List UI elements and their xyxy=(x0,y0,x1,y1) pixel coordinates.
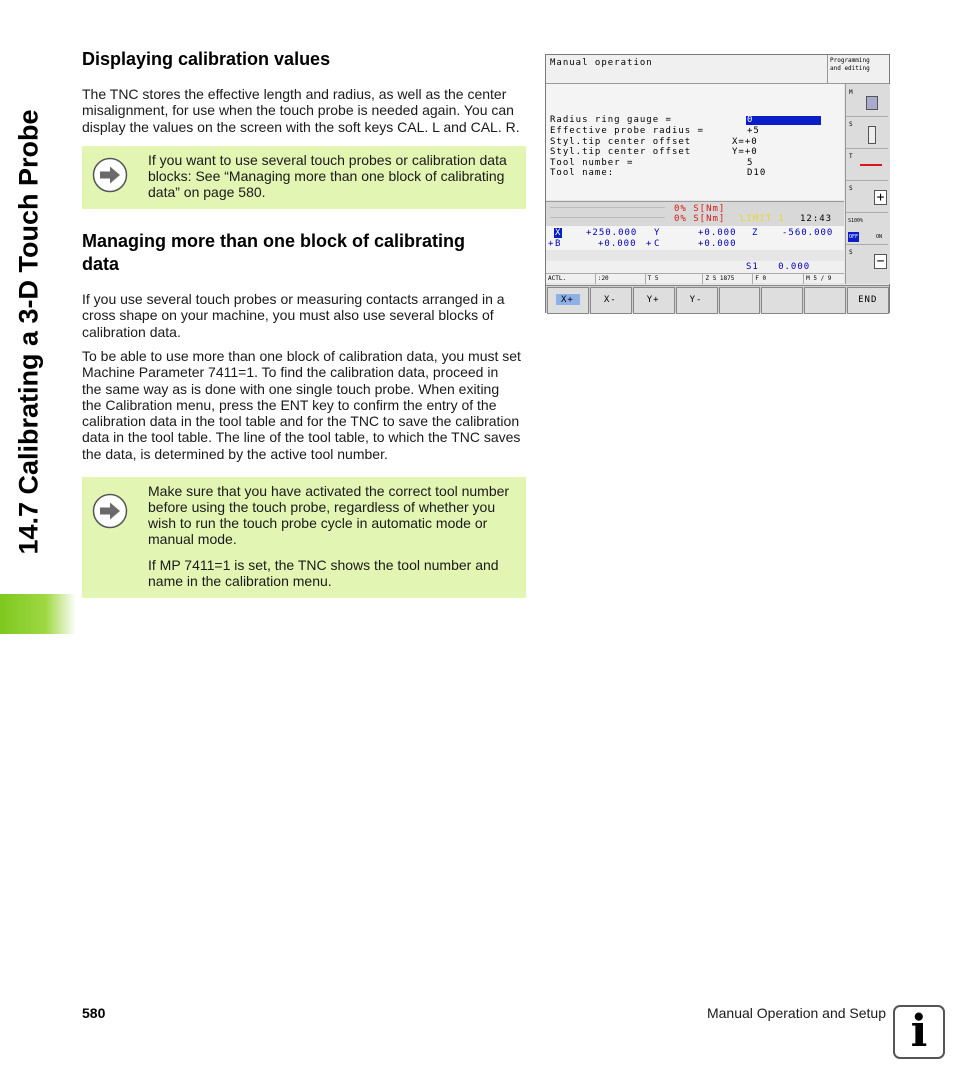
status-clock: 12:43 xyxy=(800,214,833,224)
axis-b-marker: + xyxy=(548,239,555,249)
text-line: To be able to use more than one block of calibration data, you must set xyxy=(82,348,521,364)
screen-row-value: 0 xyxy=(747,115,754,125)
note-text-a xyxy=(148,483,520,547)
text-line: display the values on the screen with the soft keys CAL. L and CAL. R. xyxy=(82,118,520,135)
axis-z-value: -560.000 xyxy=(782,228,834,238)
chapter-side-title-text: 14.7 Calibrating a 3-D Touch Probe xyxy=(13,109,44,555)
side-key-label: M xyxy=(849,89,854,96)
screen-row-label: Radius ring gauge = xyxy=(550,115,672,125)
arrow-right-icon xyxy=(92,493,128,529)
status-limit: LIMIT 1 xyxy=(740,214,785,224)
screen-mode-secondary[interactable] xyxy=(828,55,889,84)
heading-line: Managing more than one block of calibrating xyxy=(82,231,466,251)
screen-mode2-line: and editing xyxy=(830,65,870,72)
screen-calibration-area xyxy=(546,84,844,200)
info-cell: F 0 xyxy=(753,274,804,284)
screen-mode-bar xyxy=(546,55,828,84)
info-cells xyxy=(546,273,844,284)
text-line: Machine Parameter 7411=1. To find the calibration data, proceed in xyxy=(82,364,499,381)
side-key-s[interactable] xyxy=(846,118,888,149)
softkey-x-minus[interactable] xyxy=(590,287,632,314)
text-line: misalignment, for use when the touch probe is needed again. You can xyxy=(82,102,514,119)
screen-row-label: Tool name: xyxy=(550,168,615,178)
softkey-label: Y- xyxy=(689,295,703,305)
axis-y-value: +0.000 xyxy=(698,228,737,238)
screen-row-value: D10 xyxy=(747,168,767,178)
text-line: Make sure that you have activated the correct tool number xyxy=(148,483,510,499)
info-cell: ACTL. xyxy=(546,274,596,284)
screen-mode2-line: Programming xyxy=(830,57,870,64)
text-line: wish to run the touch probe cycle in automatic mode or xyxy=(148,515,488,531)
text-line: cross shape on your machine, you must also use several blocks of xyxy=(82,307,494,324)
softkey-label: X- xyxy=(603,295,617,305)
screen-info-line xyxy=(546,261,844,283)
probe-icon xyxy=(868,126,876,144)
note-box-multiple-probes xyxy=(82,146,526,209)
section-heading-managing xyxy=(82,230,465,276)
text-line: the Calibration menu, press the ENT key to confirm the entry of the xyxy=(82,396,497,413)
softkey-empty[interactable] xyxy=(719,287,761,314)
section1-body xyxy=(82,86,520,135)
softkey-label: END xyxy=(858,295,878,305)
screen-row-label: Tool number = xyxy=(550,158,634,168)
screen-row-label: Effective probe radius = xyxy=(550,126,705,136)
off-indicator: OFF xyxy=(849,234,859,240)
status-bar-track xyxy=(550,217,665,218)
text-line: the data, is determined by the active tool number. xyxy=(82,445,388,462)
minus-icon: − xyxy=(874,254,887,269)
axis-x-value: +250.000 xyxy=(586,228,638,238)
side-key-override[interactable] xyxy=(846,214,888,245)
info-cell: Z S 1875 xyxy=(703,274,753,284)
screen-row-value: 5 xyxy=(747,158,754,168)
screen-status-bar xyxy=(546,201,844,226)
status-bar-track xyxy=(550,207,665,208)
screen-softkey-row xyxy=(546,285,889,313)
chapter-tab-marker xyxy=(0,594,76,634)
side-key-t[interactable] xyxy=(846,150,888,181)
note-text xyxy=(148,152,520,200)
softkey-y-plus[interactable] xyxy=(633,287,675,314)
text-line: The TNC stores the effective length and radius, as well as the center xyxy=(82,86,507,102)
text-line: If you use several touch probes or measuring contacts arranged in a xyxy=(82,291,505,307)
axis-z-label: Z xyxy=(752,228,759,238)
text-line: If MP 7411=1 is set, the TNC shows the tool number and xyxy=(148,557,499,573)
softkey-label: X+ xyxy=(561,295,574,305)
screen-row-value: Y=+0 xyxy=(732,147,758,157)
softkey-empty[interactable] xyxy=(761,287,803,314)
page-number: 580 xyxy=(82,1005,106,1021)
text-line: calibration data in the tool table and for the TNC to save the calibration xyxy=(82,413,520,430)
screen-side-softkeys xyxy=(845,84,890,284)
axis-b-label: B xyxy=(555,239,562,249)
side-key-label: S xyxy=(849,185,854,192)
axis-c-label: C xyxy=(654,239,661,249)
section-heading-displaying: Displaying calibration values xyxy=(82,49,331,69)
side-key-label: T xyxy=(849,153,854,160)
axis-b-value: +0.000 xyxy=(598,239,637,249)
status-load-2: 0% S[Nm] xyxy=(674,214,726,224)
softkey-x-plus[interactable] xyxy=(547,287,589,314)
chapter-footer-title: Manual Operation and Setup xyxy=(706,1005,886,1021)
info-icon xyxy=(893,1005,945,1059)
spindle-readout: S1 0.000 xyxy=(746,262,811,272)
chapter-side-title xyxy=(0,52,59,612)
text-line: data in the tool table. The line of the tool table, to which the TNC saves xyxy=(82,429,521,446)
softkey-y-minus[interactable] xyxy=(676,287,718,314)
text-line: If you want to use several touch probes or calibration data xyxy=(148,152,507,168)
on-indicator: ON xyxy=(876,234,883,240)
side-key-label: S xyxy=(849,121,854,128)
axis-c-value: +0.000 xyxy=(698,239,737,249)
info-cell: :20 xyxy=(596,274,646,284)
side-key-label: S xyxy=(849,249,854,256)
screen-row-value: +5 xyxy=(747,126,760,136)
side-key-s-plus[interactable] xyxy=(846,182,888,213)
section2-para2 xyxy=(82,348,521,462)
axis-x-label: X xyxy=(555,228,562,238)
heading-line: data xyxy=(82,254,120,274)
text-line: data” on page 580. xyxy=(148,184,266,200)
screen-row-label: Styl.tip center offset xyxy=(550,137,692,147)
softkey-empty[interactable] xyxy=(804,287,846,314)
side-key-s-minus[interactable] xyxy=(846,246,888,276)
info-cell: T 5 xyxy=(646,274,704,284)
text-line: calibration data. xyxy=(82,323,181,340)
softkey-end[interactable] xyxy=(847,287,889,314)
plus-icon: + xyxy=(874,190,887,205)
text-line: before using the touch probe, regardless of whether you xyxy=(148,499,496,515)
screen-input-highlight[interactable] xyxy=(746,116,821,125)
info-glyph: i xyxy=(910,1006,928,1057)
screen-position-display xyxy=(546,226,844,250)
side-key-label: S100% xyxy=(848,218,864,224)
info-cell: M 5 / 9 xyxy=(806,275,832,282)
machine-icon xyxy=(866,96,878,110)
screen-row-value: X=+0 xyxy=(732,137,758,147)
arrow-right-icon xyxy=(92,157,128,193)
text-line: manual mode. xyxy=(148,531,237,547)
screen-mode-title: Manual operation xyxy=(550,58,653,68)
text-line: name in the calibration menu. xyxy=(148,573,332,589)
text-line: blocks: See “Managing more than one block of calibrating xyxy=(148,168,505,184)
section2-para1 xyxy=(82,291,505,340)
note-text-b xyxy=(148,557,520,589)
tnc-screen-capture xyxy=(545,54,890,313)
screen-row-label: Styl.tip center offset xyxy=(550,147,692,157)
softkey-label: Y+ xyxy=(646,295,660,305)
text-line: the same way as is done with one single touch probe. When exiting xyxy=(82,380,500,397)
status-load-1: 0% S[Nm] xyxy=(674,204,726,214)
note-box-tool-number xyxy=(82,477,526,598)
side-key-m[interactable] xyxy=(846,86,888,117)
tool-axis-icon xyxy=(860,164,882,166)
axis-c-marker: + xyxy=(646,239,653,249)
axis-y-label: Y xyxy=(654,228,661,238)
